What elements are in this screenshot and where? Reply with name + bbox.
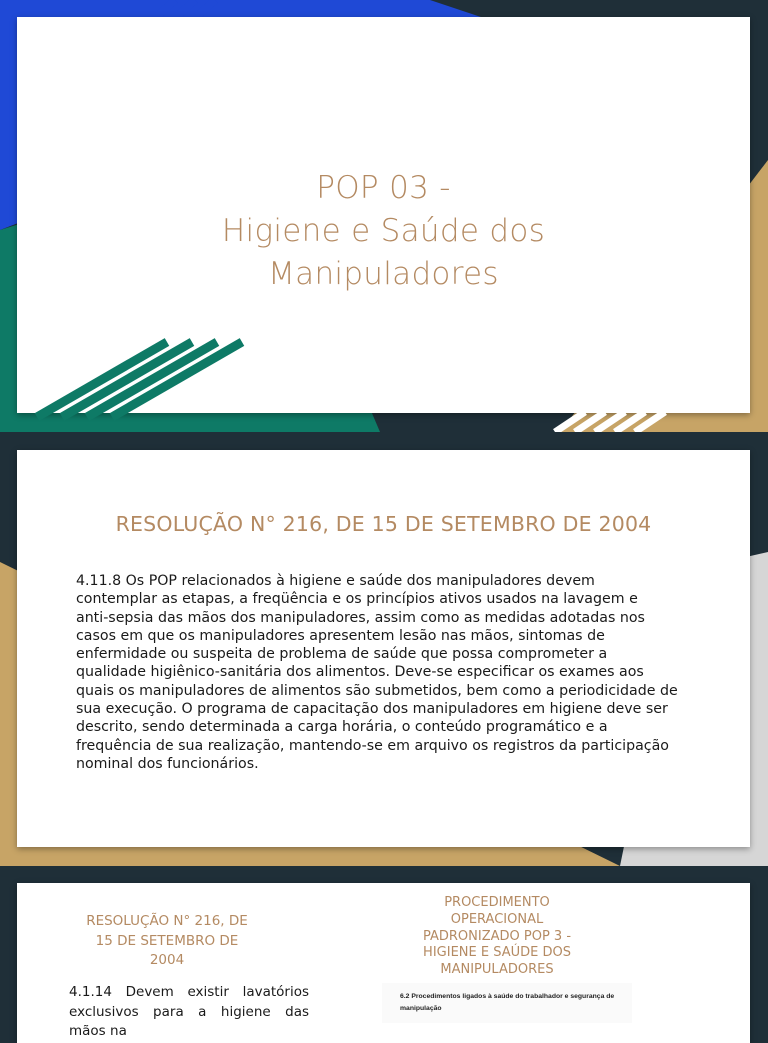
resolution-body bbox=[76, 572, 696, 773]
body-line: casos em que os manipuladores apresentem lesão nas mãos, sintomas de bbox=[76, 627, 605, 644]
slide-3 bbox=[0, 866, 768, 1039]
body-line: 4.11.8 Os POP relacionados à higiene e saúde dos manipuladores devem bbox=[76, 573, 595, 589]
body-line: descrito, sendo determinada a carga horária, o conteúdo programático e a bbox=[76, 719, 608, 736]
snippet-line: manipulação bbox=[400, 1005, 442, 1012]
body-line: sua execução. O programa de capacitação dos manipuladores em higiene deve ser bbox=[76, 701, 668, 718]
white-stripes-decoration bbox=[0, 0, 768, 432]
body-line: contemplar as etapas, a freqüência e os princípios ativos usados na lavagem e bbox=[76, 591, 638, 608]
body-line: quais os manipuladores de alimentos são submetidos, bem como a periodicidade de bbox=[76, 682, 678, 699]
right-title-line: PADRONIZADO POP 3 - bbox=[422, 928, 572, 944]
left-body-line: 4.1.14 Devem existir lavatórios bbox=[69, 984, 309, 1000]
title-line-1: POP 03 - bbox=[316, 170, 451, 206]
left-title-line: RESOLUÇÃO N° 216, DE bbox=[86, 913, 248, 929]
title-line-2: Higiene e Saúde dos bbox=[221, 213, 546, 249]
left-column-body bbox=[69, 983, 309, 1042]
title-line-3: Manipuladores bbox=[268, 256, 499, 292]
resolution-title: RESOLUÇÃO N° 216, DE 15 DE SETEMBRO DE 2004 bbox=[115, 512, 652, 536]
body-line: nominal dos funcionários. bbox=[76, 755, 259, 772]
resolution-card bbox=[17, 450, 750, 847]
body-line: enfermidade ou suspeita de problema de saúde que possa comprometer a bbox=[76, 646, 608, 663]
slide-1 bbox=[0, 0, 768, 432]
left-title-line: 2004 bbox=[149, 952, 185, 968]
body-line: qualidade higiênico-sanitária dos alimentos. Deve-se especificar os exames aos bbox=[76, 664, 644, 681]
comparison-card bbox=[17, 883, 750, 1043]
document-snippet-text bbox=[400, 991, 630, 1015]
right-title-line: HIGIENE E SAÚDE DOS bbox=[423, 945, 571, 961]
left-title-line: 15 DE SETEMBRO DE bbox=[95, 932, 239, 949]
snippet-line: 6.2 Procedimentos ligados à saúde do trabalhador e segurança de bbox=[400, 993, 615, 1000]
right-title-line: MANIPULADORES bbox=[440, 962, 554, 978]
right-title-line: PROCEDIMENTO bbox=[444, 895, 550, 910]
left-column-title bbox=[77, 912, 257, 971]
right-title-line: OPERACIONAL bbox=[450, 911, 544, 927]
body-line: anti-sepsia das mãos dos manipuladores, assim como as medidas adotadas nos bbox=[76, 609, 645, 626]
slide-2 bbox=[0, 432, 768, 866]
right-column-title bbox=[412, 895, 582, 979]
document-snippet-image bbox=[382, 983, 632, 1023]
left-body-line: exclusivos para a higiene das mãos na bbox=[69, 1003, 309, 1039]
body-line: frequência de sua realização, mantendo-se em arquivo os registros da participação bbox=[76, 737, 669, 754]
